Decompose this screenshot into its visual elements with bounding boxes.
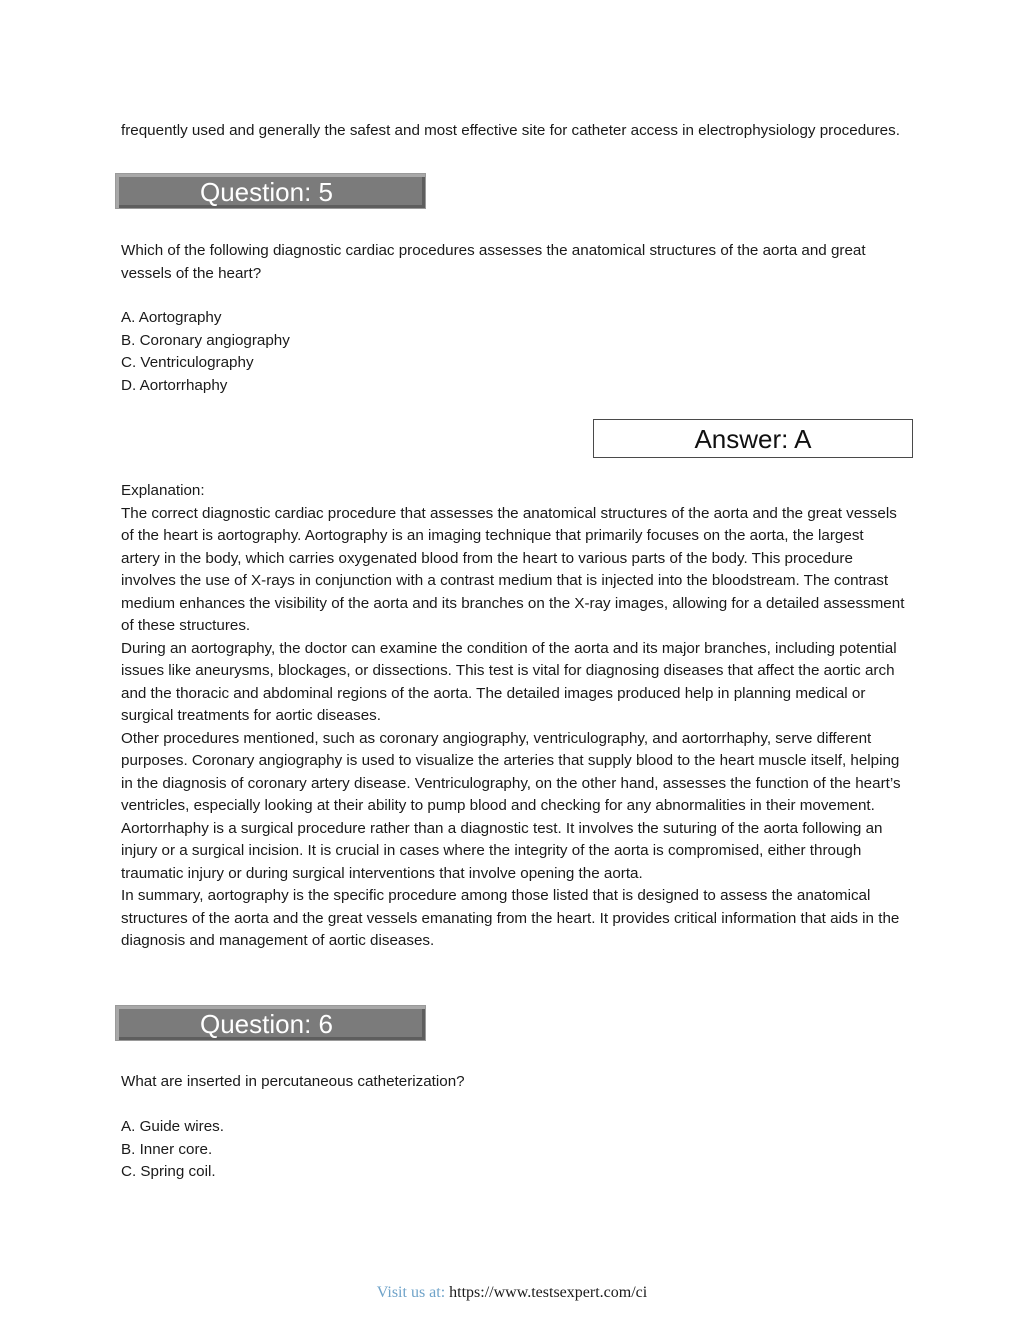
question-6-options bbox=[121, 1116, 224, 1184]
intro-continuation-text: frequently used and generally the safest and most effective site for catheter access in electrophysiology procedures. bbox=[121, 122, 900, 139]
footer-visit-label: Visit us at: bbox=[376, 1284, 446, 1301]
explanation-paragraph-3: Other procedures mentioned, such as coronary angiography, ventriculography, and aortorrhaphy, serve different purposes. Coronary angiography is used to visualize the arteries that supply blood to the heart muscle itself, helping in the diagnosis of coronary artery disease. Ventriculography, on the other hand, assesses the function of the heart’s ventricles, especially looking at their ability to pump blood and checking for any abnormalities in their movement. bbox=[121, 729, 901, 814]
explanation-label: Explanation: bbox=[121, 482, 205, 499]
question-6-option-a: A. Guide wires. bbox=[121, 1118, 224, 1135]
explanation-paragraph-2: During an aortography, the doctor can examine the condition of the aorta and its major branches, including potential issues like aneurysms, blockages, or dissections. This test is vital for diagnosing diseases that affect the aortic arch and the thoracic and abdominal regions of the aorta. The detailed images produced help in planning medical or surgical treatments for aortic diseases. bbox=[121, 639, 897, 724]
question-6-option-c: C. Spring coil. bbox=[121, 1163, 216, 1180]
page-footer bbox=[0, 1284, 1024, 1302]
question-5-title: Question: 5 bbox=[200, 177, 333, 207]
question-5-option-b: B. Coronary angiography bbox=[121, 331, 290, 349]
question-5-options bbox=[121, 307, 290, 397]
question-5-banner bbox=[115, 173, 426, 209]
intro-continuation bbox=[121, 120, 906, 143]
question-6-prompt-text: What are inserted in percutaneous catheterization? bbox=[121, 1073, 465, 1090]
question-5-prompt-text: Which of the following diagnostic cardiac procedures assesses the anatomical structures of the aorta and great vessels of the heart? bbox=[121, 242, 866, 282]
question-6-option-b: B. Inner core. bbox=[121, 1140, 213, 1158]
footer-url-link[interactable]: https://www.testsexpert.com/ci bbox=[449, 1284, 648, 1301]
question-6-title: Question: 6 bbox=[200, 1009, 333, 1039]
question-5-explanation bbox=[121, 480, 906, 953]
explanation-paragraph-5: In summary, aortography is the specific procedure among those listed that is designed to assess the anatomical structures of the aorta and the great vessels emanating from the heart. It provides critical information that aids in the diagnosis and management of aortic diseases. bbox=[121, 887, 900, 949]
question-5-answer-box bbox=[593, 419, 913, 458]
question-5-option-d: D. Aortorrhaphy bbox=[121, 376, 228, 394]
question-5-option-c: C. Ventriculography bbox=[121, 354, 254, 371]
explanation-paragraph-4: Aortorrhaphy is a surgical procedure rather than a diagnostic test. It involves the suturing of the aorta following an injury or a surgical incision. It is crucial in cases where the integrity of the aorta is compromised, either through traumatic injury or during surgical interventions that involve opening the aorta. bbox=[121, 819, 883, 882]
question-5-option-a: A. Aortography bbox=[121, 309, 222, 326]
question-6-banner bbox=[115, 1005, 426, 1041]
question-5-answer: Answer: A bbox=[694, 424, 812, 454]
explanation-paragraph-1: The correct diagnostic cardiac procedure that assesses the anatomical structures of the aorta and the great vessels of the heart is aortography. Aortography is an imaging technique that primarily focuses on the aorta, the largest artery in the body, which carries oxygenated blood from the heart to various parts of the body. This procedure involves the use of X-rays in conjunction with a contrast medium that is injected into the bloodstream. The contrast medium enhances the visibility of the aorta and its branches on the X-ray images, allowing for a detailed assessment of these structures. bbox=[121, 504, 905, 634]
question-5-prompt bbox=[121, 240, 906, 285]
question-6-prompt bbox=[121, 1071, 906, 1094]
